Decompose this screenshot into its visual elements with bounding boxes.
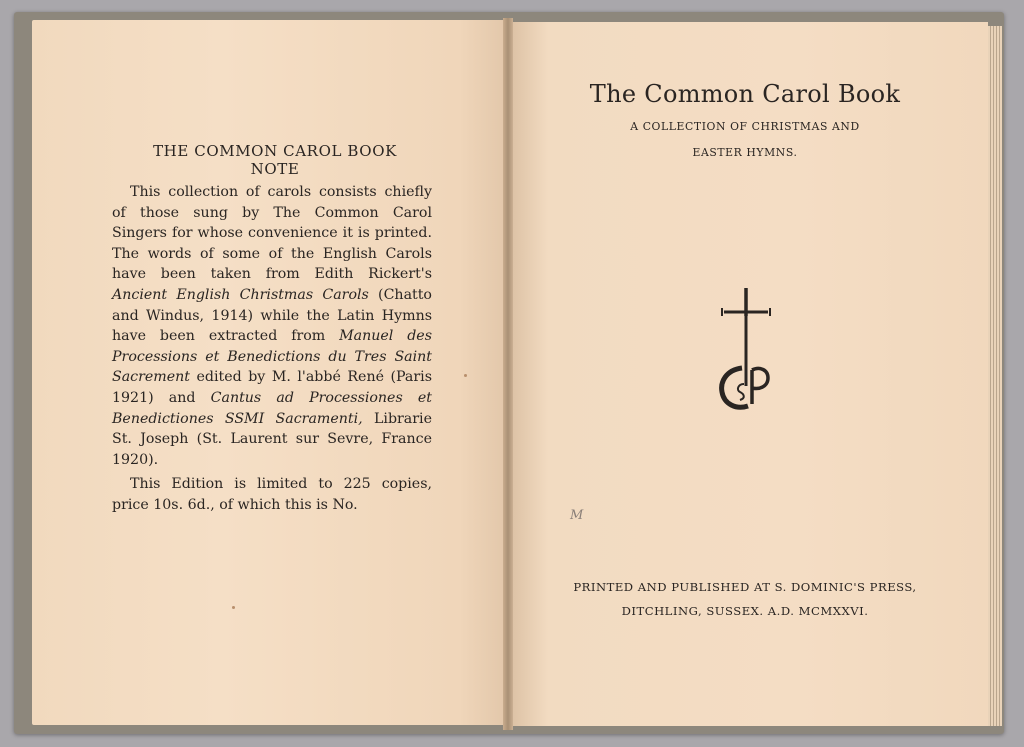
book-citation: Cantus ad Processiones et Benedictiones SSMI Sacramenti, [112,389,432,427]
press-mark-icon [718,288,774,412]
paper-speck [464,374,467,377]
pencil-mark: M [570,508,584,523]
book-citation: Manuel des Processions et Benedictions du Tres Saint Sacrement [112,328,432,386]
note-text: edited by M. l'abbé René (Paris 1921) and [112,369,432,406]
note-text: Librarie St. Joseph (St. Laurent sur Sevre, France 1920). [112,410,432,468]
note-text: (Chatto and Windus, 1914) while the Latin Hymns have been extracted from [112,286,432,345]
paper-speck [232,606,235,609]
page-edges [988,26,1002,726]
note-paragraph-2: This Edition is limited to 225 copies, price 10s. 6d., of which this is No. [112,476,432,513]
subtitle-line-1: A COLLECTION OF CHRISTMAS AND [630,120,860,133]
note-heading [118,142,432,178]
note-section [112,142,432,516]
title: The Common Carol Book [589,80,901,108]
book-citation: Ancient English Christmas Carols [112,286,369,303]
imprint-line-2: DITCHLING, SUSSEX. A.D. MCMXXVI. [621,604,869,618]
subtitle-line-2: EASTER HYMNS. [692,146,798,159]
note-label: NOTE [250,160,300,178]
note-text: This collection of carols consists chiefly of those sung by The Common Carol Singers for whose convenience it is printed. The words of some of the English Carols have been taken from Edith Rickert's [112,184,432,283]
note-paragraph-1 [112,182,432,470]
book-title-heading: THE COMMON CAROL BOOK [153,142,397,160]
imprint-line-1: PRINTED AND PUBLISHED AT S. DOMINIC'S PRESS, [573,580,917,594]
